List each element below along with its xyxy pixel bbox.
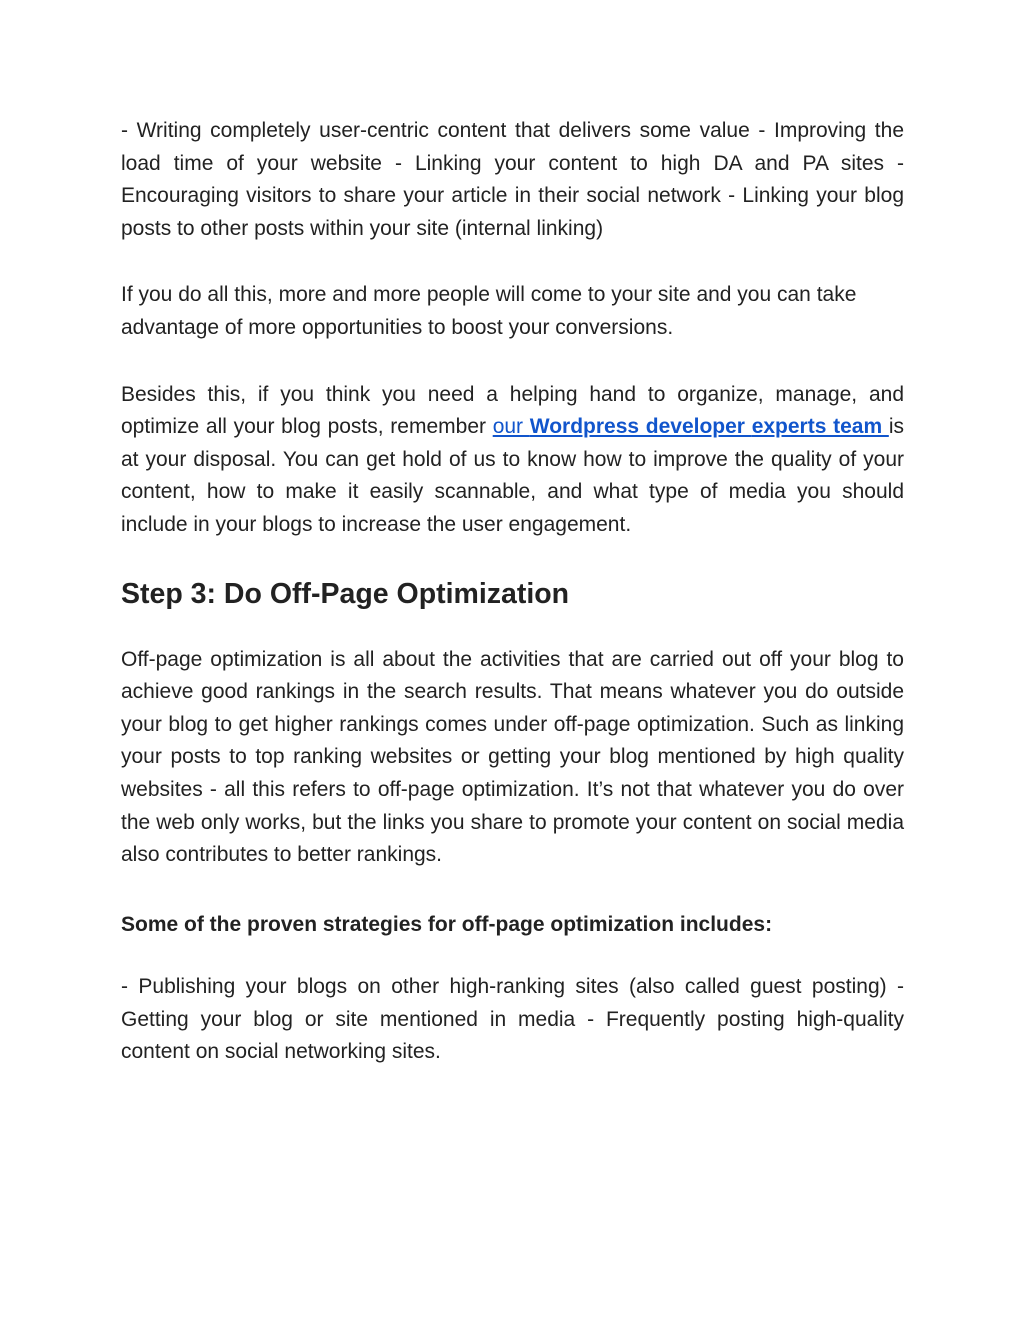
helping-hand-text: Besides this, if you think you need a helping hand to organize, manage, and optimize all your blog posts, remember — [121, 382, 904, 439]
seo-tips-list-paragraph: - Writing completely user-centric content that delivers some value - Improving the load time of your website - Linking your content to high DA and PA sites - Encouraging visitors to share your article in their social network - Linking your blog posts to other posts within your site (internal linking) — [121, 119, 904, 240]
conversions-paragraph: If you do all this, more and more people will come to your site and you can take advantage of more opportunities to boost your conversions. — [121, 283, 857, 339]
helping-hand-paragraph — [121, 379, 904, 542]
link-text-experts-team: experts team — [751, 415, 889, 439]
link-text-wordpress-developer: Wordpress developer — [529, 415, 752, 439]
document-page — [121, 115, 904, 1069]
offpage-intro-paragraph: Off-page optimization is all about the activities that are carried out off your blog to achieve good rankings in the search results. That means whatever you do outside your blog to get higher rankings comes under off-page optimization. Such as linking your posts to top ranking websites or getting your blog mentioned by high quality websites - all this refers to off-page optimization. It’s not that whatever you do over the web only works, but the links you share to promote your content on social media also contributes to better rankings. — [121, 647, 904, 867]
disposal-text: is at your disposal. You can get hold of us to know how to improve the quality of your content, how to make it easily scannable, and what type of media you should include in your blogs to increase the user engagement. — [121, 415, 904, 536]
link-text-our: our — [492, 415, 530, 439]
strategies-subheading: Some of the proven strategies for off-page optimization includes: — [121, 912, 773, 936]
step-3-heading: Step 3: Do Off-Page Optimization — [121, 577, 570, 610]
wordpress-developer-experts-link[interactable] — [493, 415, 889, 438]
strategies-list-paragraph: - Publishing your blogs on other high-ranking sites (also called guest posting) - Getting your blog or site mentioned in media - Frequently posting high-quality content on social networking sites. — [121, 975, 904, 1064]
